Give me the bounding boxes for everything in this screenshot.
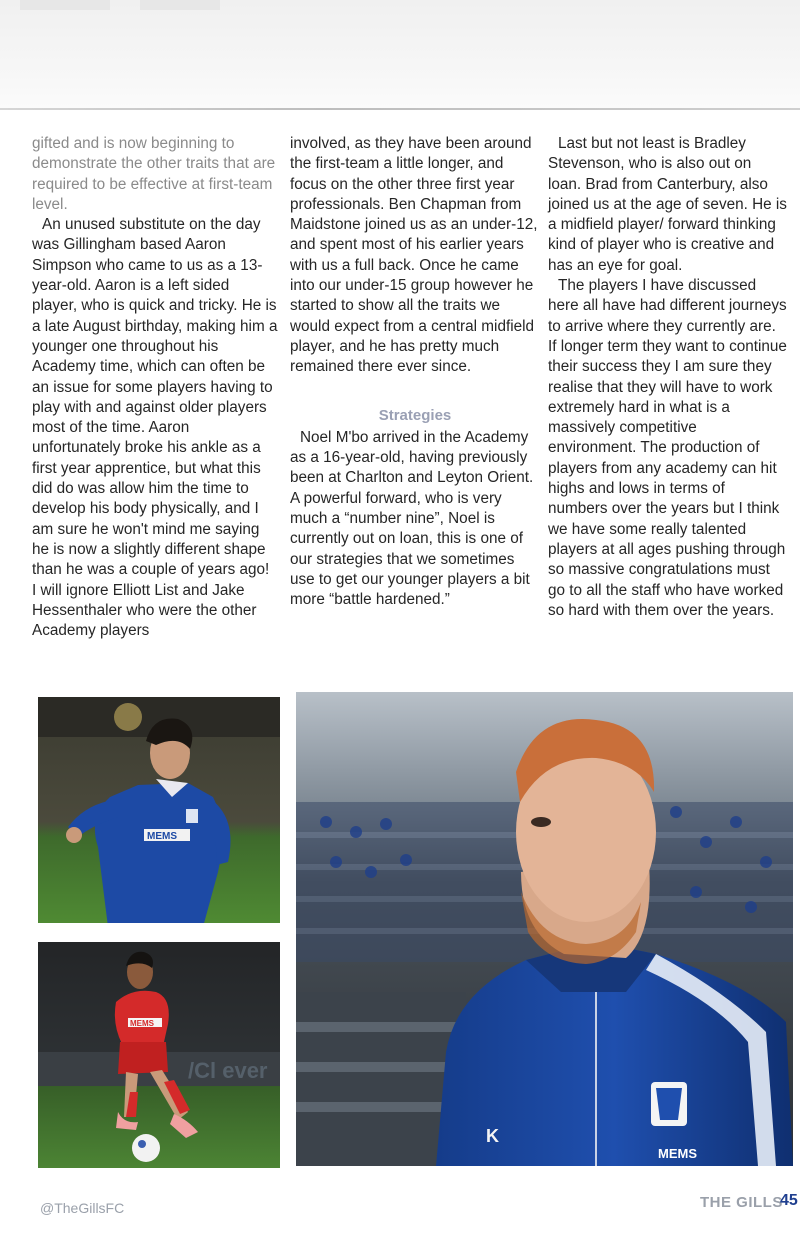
page-number: 45 xyxy=(780,1192,798,1209)
bleed-mark xyxy=(140,0,220,10)
social-handle: @TheGillsFC xyxy=(40,1200,125,1216)
paragraph: The players I have discussed here all have had different journeys to arrive where they currently are. If longer term they want to continue their success they I am sure they realise that they will have to work extremely hard in what is a massively competitive environment. The production of players from any academy can hit highs and lows in terms of numbers over the years but I think we have some really talented players at all ages pushing through so massive congratulations must go to all the staff who have worked so hard with them over the years. xyxy=(548,277,787,619)
shirt-sponsor-text: MEMS xyxy=(130,1019,154,1028)
article-column-1 xyxy=(32,134,278,641)
player-closeup-photo xyxy=(296,692,793,1166)
shirt-sponsor-text: MEMS xyxy=(147,831,177,842)
article-column-2 xyxy=(290,134,540,611)
player-photo-red-kit xyxy=(38,942,280,1168)
kit-maker-logo: K xyxy=(486,1126,499,1146)
bleed-mark xyxy=(20,0,110,10)
pitch-board-text: /Cl ever xyxy=(188,1058,268,1083)
shirt-sponsor-text: MEMS xyxy=(658,1146,697,1161)
publication-name: THE GILLS xyxy=(700,1194,783,1211)
previous-page-bleed xyxy=(0,0,800,108)
section-subheading: Strategies xyxy=(378,406,452,424)
paragraph: An unused substitute on the day was Gillingham based Aaron Simpson who came to us as a 13-year-old. Aaron is a left sided player, who is quick and tricky. He is a late August birthday, making him a younger one throughout his Academy time, which can often be an issue for some players having to play with and against older players most of the time. Aaron unfortunately broke his ankle as a first year apprentice, but what this did do was allow him the time to develop his body physically, and I am sure he won't mind me saying he is now a slightly different shape than he was a couple of years ago! xyxy=(32,216,278,579)
paragraph: involved, as they have been around the first-team a little longer, and focus on the other three first year professionals. Ben Chapman from Maidstone joined us as an under-12, and spent most of his earlier years with us a full back. Once he came into our under-15 group however he started to show all the traits we would expect from a central midfield player, and he has pretty much remained there ever since. xyxy=(290,135,538,376)
paragraph: Last but not least is Bradley Stevenson, who is also out on loan. Brad from Canterbury, also joined us at the age of seven. He is a midfield player/ forward thinking kind of player who is creative and has an eye for goal. xyxy=(548,135,787,274)
article-column-3 xyxy=(548,134,788,621)
paragraph: Noel M'bo arrived in the Academy as a 16-year-old, having previously been at Charlton and Leyton Orient. A powerful forward, who is very much a “number nine”, Noel is currently out on loan, this is one of our strategies that we sometimes use to get our younger players a bit more “battle hardened.” xyxy=(290,428,534,609)
page-rule xyxy=(0,108,800,110)
paragraph: I will ignore Elliott List and Jake Hessenthaler who were the other Academy players xyxy=(32,581,257,640)
player-photo-blue-kit xyxy=(38,697,280,923)
paragraph: gifted and is now beginning to demonstrate the other traits that are required to be effective at first-team level. xyxy=(32,135,276,213)
